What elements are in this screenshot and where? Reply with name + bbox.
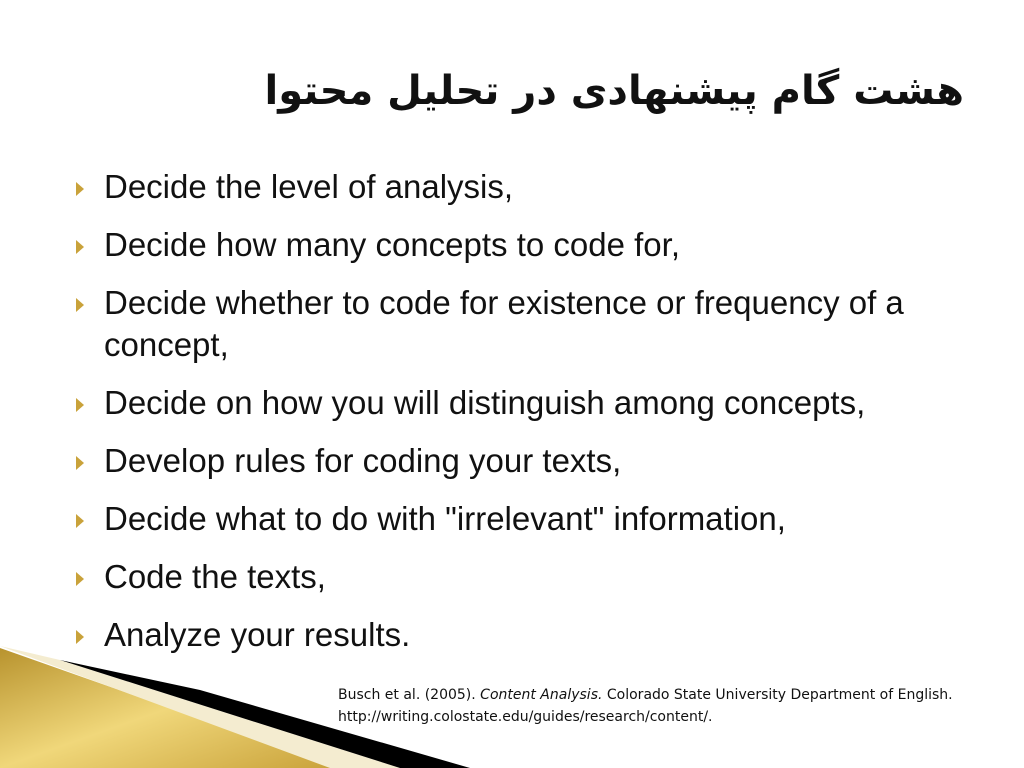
list-item (74, 166, 1004, 208)
list-item-text: Decide on how you will distinguish among concepts, (104, 384, 866, 421)
citation-prefix: Busch et al. (2005). (338, 687, 481, 703)
list-item (74, 556, 1004, 598)
list-item (74, 498, 1004, 540)
list-item-text: Decide whether to code for existence or frequency of a concept, (104, 284, 904, 363)
list-item-text: Decide how many concepts to code for, (104, 226, 680, 263)
list-item (74, 224, 1004, 266)
triangle-right-icon (76, 456, 84, 470)
citation-work-title: Content Analysis. (480, 687, 603, 703)
triangle-right-icon (76, 240, 84, 254)
list-item (74, 440, 1004, 482)
list-item (74, 382, 1004, 424)
triangle-right-icon (76, 630, 84, 644)
citation (338, 684, 1008, 728)
citation-suffix: Colorado State University Department of English. http://writing.colostate.edu/guides/research/content/. (338, 687, 953, 725)
list-item-text: Analyze your results. (104, 616, 411, 653)
triangle-right-icon (76, 298, 84, 312)
triangle-right-icon (76, 182, 84, 196)
triangle-right-icon (76, 514, 84, 528)
list-item-text: Decide the level of analysis, (104, 168, 514, 205)
slide-title: هشت گام پیشنهادی در تحلیل محتوا (264, 68, 964, 114)
bullet-list (74, 166, 1004, 672)
list-item-text: Code the texts, (104, 558, 326, 595)
triangle-right-icon (76, 398, 84, 412)
triangle-right-icon (76, 572, 84, 586)
list-item-text: Develop rules for coding your texts, (104, 442, 622, 479)
list-item-text: Decide what to do with "irrelevant" information, (104, 500, 786, 537)
list-item (74, 614, 1004, 656)
list-item (74, 282, 1004, 366)
